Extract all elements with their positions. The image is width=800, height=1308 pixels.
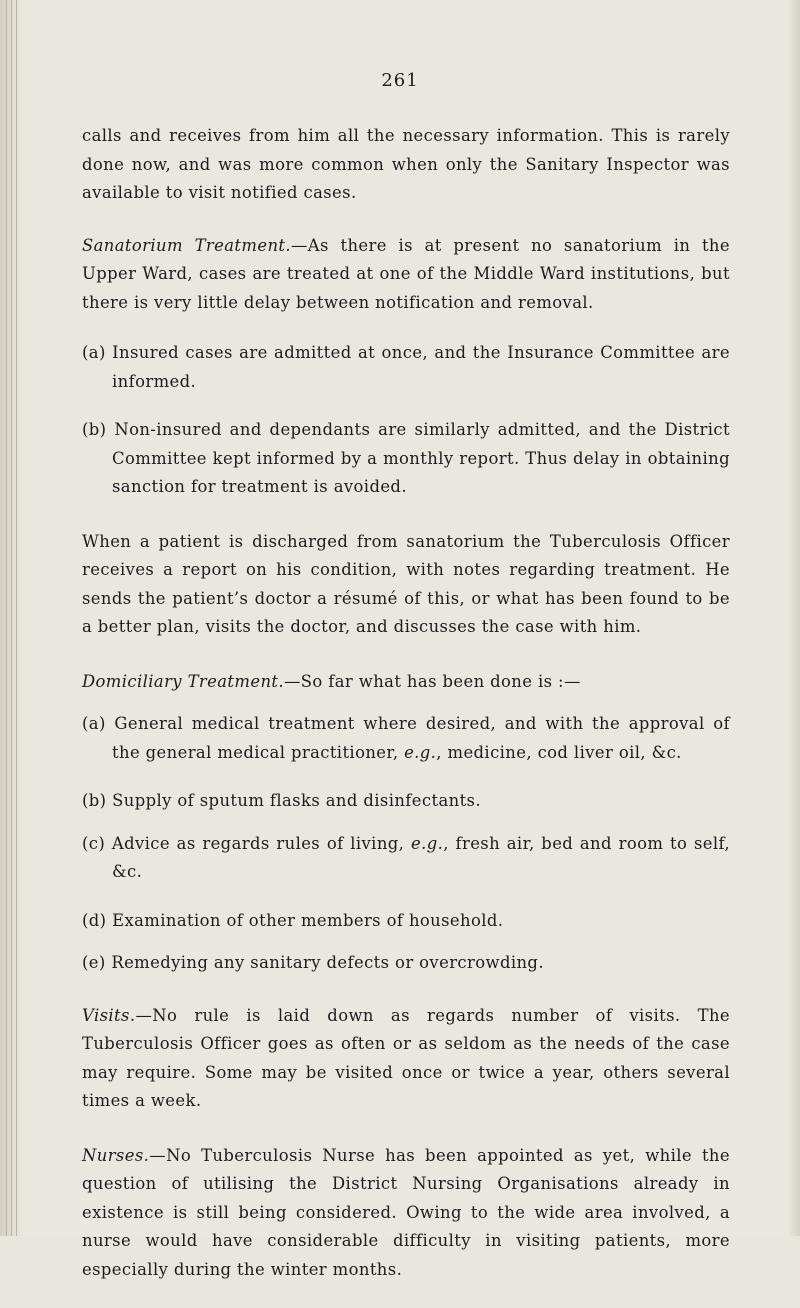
paragraph-visits: [82, 1002, 730, 1116]
item-label: (d): [82, 910, 107, 930]
list-item-domiciliary-e: [82, 949, 730, 978]
item-text: Remedying any sanitary defects or overcrowding.: [111, 953, 544, 972]
list-item-sanatorium-b: [82, 416, 730, 502]
paragraph-nurses: [82, 1142, 730, 1285]
item-text: , medicine, cod liver oil, &c.: [436, 742, 682, 762]
item-text: Non-insured and dependants are similarly admitted, and the District Committee kept informed by a monthly report. Thus delay in obtaining sanction for treatment is avoided.: [112, 420, 730, 496]
body-text: [82, 122, 730, 1308]
item-text: Advice as regards rules of living,: [111, 833, 411, 853]
binding-edge: [0, 0, 22, 1236]
item-label: (b): [82, 420, 107, 439]
heading-sanatorium-treatment: Sanatorium Treatment.: [82, 235, 292, 255]
domiciliary-text: —So far what has been done is :—: [284, 671, 581, 691]
list-item-domiciliary-d: [82, 907, 730, 936]
visits-text: —No rule is laid down as regards number of visits. The Tuberculosis Officer goes as often or as seldom as the needs of the case may require. Some may be visited once or twice a year, others several times a week.: [82, 1005, 730, 1110]
list-item-sanatorium-a: [82, 339, 730, 396]
item-label: (a): [82, 343, 106, 362]
sanatorium-text: —As there is at present no sanatorium in the Upper Ward, cases are treated at one of the Middle Ward institutions, but there is very little delay between notification and removal.: [82, 235, 730, 312]
paragraph-continuation: calls and receives from him all the necessary information. This is rarely done now, and was more common when only the Sanitary Inspector was available to visit notified cases.: [82, 126, 730, 202]
heading-nurses: Nurses.: [82, 1145, 150, 1165]
item-text: Examination of other members of household.: [112, 910, 504, 930]
page-number: 261: [381, 70, 419, 91]
item-eg: e.g.: [404, 742, 437, 762]
item-label: (b): [82, 791, 107, 810]
list-item-domiciliary-a: [82, 710, 730, 767]
heading-visits: Visits.: [82, 1005, 136, 1025]
heading-domiciliary-treatment: Domiciliary Treatment.: [82, 671, 284, 691]
item-eg: e.g.: [410, 833, 444, 853]
item-label: (c): [82, 833, 106, 853]
item-text: , fresh air, bed and room to self, &c.: [112, 833, 730, 881]
nurses-text: —No Tuberculosis Nurse has been appointed as yet, while the question of utilising the District Nursing Organisations already in existence is still being considered. Owing to the wide area involved, a nurse would have considerable difficulty in visiting patients, more especially during the winter months.: [82, 1145, 730, 1279]
paragraph-sanatorium: [82, 232, 730, 318]
page-edge: [788, 0, 800, 1236]
list-item-domiciliary-c: [82, 830, 730, 887]
item-text: Insured cases are admitted at once, and the Insurance Committee are informed.: [112, 343, 730, 391]
list-item-domiciliary-b: [82, 787, 730, 816]
item-text: Supply of sputum flasks and disinfectants.: [112, 791, 481, 810]
item-label: (e): [82, 953, 106, 972]
paragraph-discharge: When a patient is discharged from sanatorium the Tuberculosis Officer receives a report on his condition, with notes regarding treatment. He sends the patient’s doctor a résumé of this, or what has been found to be a better plan, visits the doctor, and discusses the case with him.: [82, 531, 730, 636]
item-text: General medical treatment where desired, and with the approval of the general medical practitioner,: [112, 714, 730, 762]
paragraph-domiciliary: [82, 668, 730, 697]
item-label: (a): [82, 714, 106, 733]
